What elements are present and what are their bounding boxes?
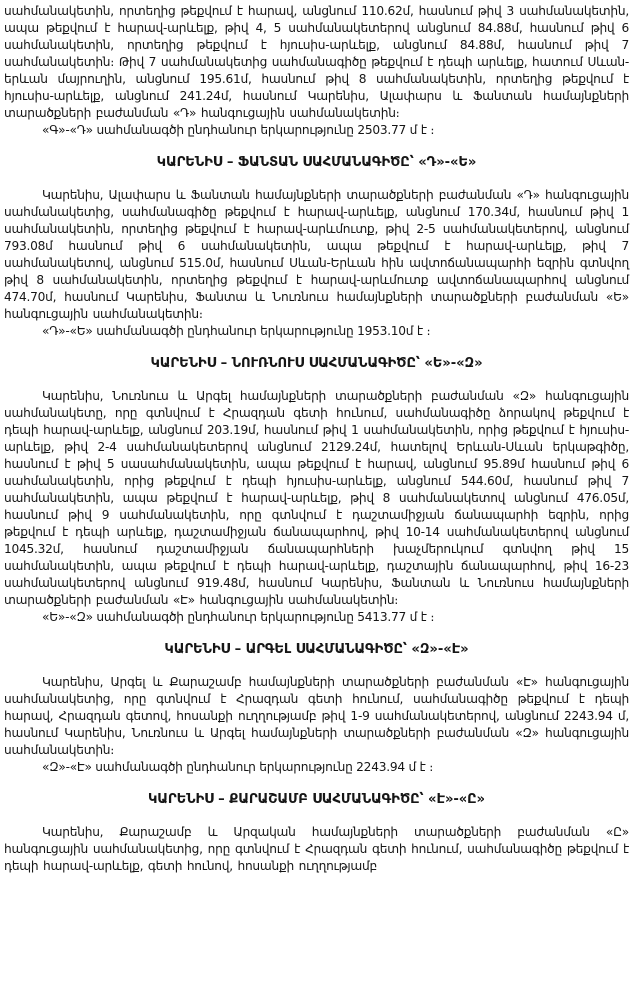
section-heading-karenis-argel: ԿԱՐԵՆԻՍ – ԱՐԳԵԼ ՍԱՀՄԱՆԱԳԻԾԸ՝ «Զ»-«Է»: [164, 642, 469, 657]
total-length-line-gd: «Գ»-«Դ» սահմանագծի ընդհանուր երկարությունը 2503.77 մ է ։: [42, 123, 435, 137]
boundary-paragraph-eu-truncated: Կարենիս, Քարաշամբ և Արզական համայնքների տարածքների բաժանման «Ը» հանգուցային սահմանակետից, որը գտնվում է Հրազդան գետի հունում, սահմանագիծը թեքվում է դեպի հարավ-արևելք, գետի հունով, հոսանքի ուղղությամբ: [4, 825, 629, 873]
boundary-paragraph-ze: Կարենիս, Արգել և Քարաշամբ համայնքների տարածքների բաժանման «Է» հանգուցային սահմանակետից, որը գտնվում է Հրազդան գետի հունում, սահմանագիծը թեքվում է դեպի հարավ, Հրազդան գետով, հոսանքի ուղղությամբ թիվ 1-9 սահմանակետերով, անցնում 2243.94 մ, հասնում Կարենիս, Նուռնուս և Արգել համայնքների տարածքների բաժանման «Զ» հանգուցային սահմանակետին։: [4, 675, 629, 757]
section-heading-karenis-fantan: ԿԱՐԵՆԻՍ – ՖԱՆՏԱՆ ՍԱՀՄԱՆԱԳԻԾԸ՝ «Դ»-«Ե»: [156, 155, 477, 170]
total-length-line-de: «Դ»-«Ե» սահմանագծի ընդհանուր երկարությունը 1953.10մ է ։: [42, 324, 431, 338]
boundary-paragraph-ez: Կարենիս, Նուռնուս և Արգել համայնքների տարածքների բաժանման «Զ» հանգուցային սահմանակետը, որը գտնվում է Հրազդան գետի հունում, սահմանագիծը ձորակով թեքվում է դեպի հարավ-արևելք, անցնում 203.19մ, հասնում թիվ 1 սահմանակետին, որից թեքվում է հյուսիս-արևելք, թիվ 2-4 սահմանակետերով անցնում 2129.24մ, հատելով Երևան-Սևան երկաթգիծը, հասնում է թիվ 5 սասահմանակետին, ապա թեքվում է հարավ, անցնում 95.89մ հասնում թիվ 6 սահմանակետին, որից թեքվում է դեպի հյուսիս-արևելք, անցնում 544.60մ, հասնում թիվ 7 սահմանակետին, ապա թեքվում է հարավ-արևելք, թիվ 8 սահմանակետով անցնում 476.05մ, հասնում թիվ 9 սահմանակետին, որը գտնվում է դաշտամիջյան ճանապարհի եզրին, որից թեքվում է դեպի արևելք, դաշտամիջյան ճանապարհով, թիվ 10-14 սահմանակետերով անցնում 1045.32մ, հասնում դաշտամիջյան ճանապարհների խաչմերուկում գտնվող թիվ 15 սահմանակետին, ապա թեքվում է դեպի հարավ-արևելք, դաշտային ճանապարհով, թիվ 16-23 սահմանակետերով անցնում 919.48մ, հասնում Կարենիս, Ֆանտան և Նուռնուս համայնքների տարածքների բաժանման «Է» հանգուցային սահմանակետին։: [4, 389, 629, 607]
section-heading-karenis-nurnus: ԿԱՐԵՆԻՍ – ՆՈՒՌՆՈՒՍ ՍԱՀՄԱՆԱԳԻԾԸ՝ «Ե»-«Զ»: [150, 356, 483, 371]
boundary-paragraph-de: Կարենիս, Ալափարս և Ֆանտան համայնքների տարածքների բաժանման «Դ» հանգուցային սահմանակետից, սահմանագիծը թեքվում է հարավ-արևելք, անցնում 170.34մ, հասնում թիվ 1 սահմանակետին, որտեղից թեքվում է հարավ-արևմուտք, թիվ 2-5 սահմանակետերով, անցնում 793.08մ հասնում թիվ 6 սահմանակետին, ապա թեքվում է հարավ-արևելք, թիվ 7 սահմանակետով, անցնում 515.0մ, հասնում Սևան-Երևան հին ավտոճանապարհի եզրին գտնվող թիվ 8 սահմանակետին, որտեղից թեքվում է հարավ-արևմուտք ավտոճանապարհով անցնում 474.70մ, հասնում Կարենիս, Ֆանտա և Նուռնուս համայնքների տարածքների բաժանման «Ե» հանգուցային սահմանակետին։: [4, 188, 629, 321]
total-length-line-ez: «Ե»-«Զ» սահմանագծի ընդհանուր երկարությունը 5413.77 մ է ։: [42, 610, 435, 624]
boundary-paragraph-gd-continuation: սահմանակետին, որտեղից թեքվում է հարավ, անցնում 110.62մ, հասնում թիվ 3 սահմանակետին, ապա թեքվում է հարավ-արևելք, թիվ 4, 5 սահմանակետերով անցնում 84.88մ, հասնում թիվ 6 սահմանակետին, որտեղից թեքվում է հյուսիս-արևելք, անցնում 84.88մ, հասնում թիվ 7 սահմանակետին։ Թիվ 7 սահմանակետից սահմանագիծը թեքվում է դեպի արևելք, հատում Սևան-երևան մայրուղին, անցնում 195.61մ, հասնում թիվ 8 սահմանակետին, որտեղից թեքվում է հյուսիս-արևելք, անցնում 241.24մ, հասնում Կարենիս, Ալափարս և Ֆանտան համայնքների տարածքների բաժանման «Դ» հանգուցային սահմանակետին։: [4, 4, 629, 120]
section-heading-karenis-karashamb: ԿԱՐԵՆԻՍ – ՔԱՐԱՇԱՄԲ ՍԱՀՄԱՆԱԳԻԾԸ՝ «Է»-«Ը»: [148, 792, 485, 807]
total-length-line-ze: «Զ»-«Է» սահմանագծի ընդհանուր երկարությունը 2243.94 մ է ։: [42, 760, 434, 774]
